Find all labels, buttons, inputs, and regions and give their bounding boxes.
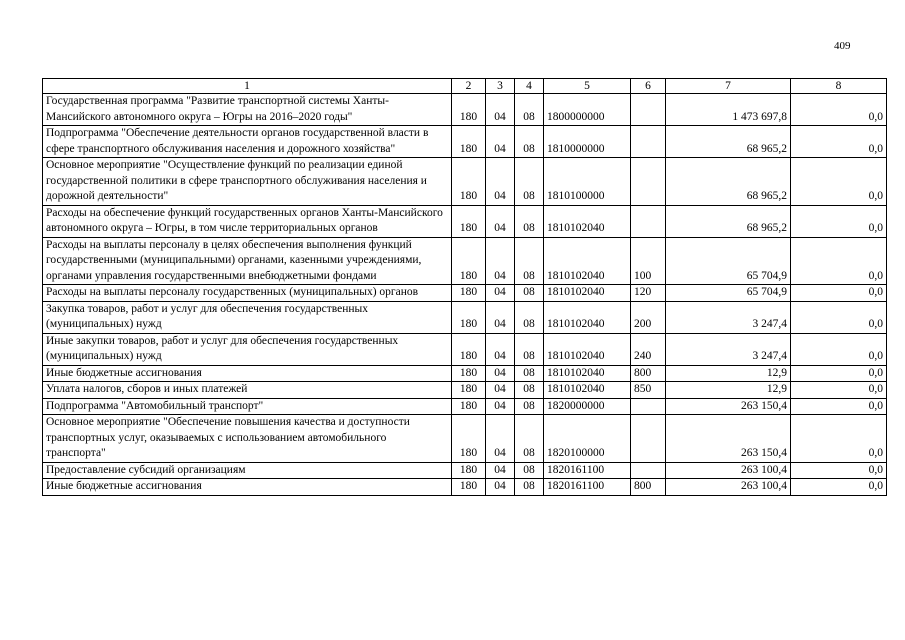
item-name-cell: Иные бюджетные ассигнования: [43, 365, 452, 382]
amount-cell: 65 704,9: [666, 285, 791, 302]
table-row: [43, 158, 887, 206]
column-8-cell: 0,0: [791, 158, 887, 206]
header-row: [43, 79, 887, 94]
expense-type-cell: 800: [631, 479, 666, 496]
column-4-cell: 08: [515, 462, 544, 479]
target-code-cell: 1810102040: [544, 237, 631, 285]
item-name-cell: Основное мероприятие "Осуществление функций по реализации единой государственной политики в сфере транспортного обслуживания населения и дорожной деятельности": [43, 158, 452, 206]
header-cell: 2: [452, 79, 486, 94]
item-name-cell: Предоставление субсидий организациям: [43, 462, 452, 479]
column-2-cell: 180: [452, 285, 486, 302]
column-2-cell: 180: [452, 462, 486, 479]
column-8-cell: 0,0: [791, 94, 887, 126]
target-code-cell: 1810102040: [544, 333, 631, 365]
column-2-cell: 180: [452, 237, 486, 285]
column-8-cell: 0,0: [791, 365, 887, 382]
column-2-cell: 180: [452, 333, 486, 365]
header-cell: 6: [631, 79, 666, 94]
column-4-cell: 08: [515, 479, 544, 496]
amount-cell: 68 965,2: [666, 205, 791, 237]
column-3-cell: 04: [486, 205, 515, 237]
expense-type-cell: 850: [631, 382, 666, 399]
column-3-cell: 04: [486, 94, 515, 126]
table-row: [43, 415, 887, 463]
column-8-cell: 0,0: [791, 415, 887, 463]
column-4-cell: 08: [515, 333, 544, 365]
column-3-cell: 04: [486, 285, 515, 302]
table-row: [43, 365, 887, 382]
amount-cell: 12,9: [666, 382, 791, 399]
table-row: [43, 462, 887, 479]
column-4-cell: 08: [515, 365, 544, 382]
column-3-cell: 04: [486, 333, 515, 365]
header-cell: 7: [666, 79, 791, 94]
item-name-cell: Иные закупки товаров, работ и услуг для обеспечения государственных (муниципальных) нужд: [43, 333, 452, 365]
target-code-cell: 1820100000: [544, 415, 631, 463]
amount-cell: 68 965,2: [666, 158, 791, 206]
column-8-cell: 0,0: [791, 382, 887, 399]
page-number: 409: [834, 40, 851, 52]
target-code-cell: 1810102040: [544, 365, 631, 382]
expense-type-cell: 100: [631, 237, 666, 285]
column-2-cell: 180: [452, 205, 486, 237]
amount-cell: 68 965,2: [666, 126, 791, 158]
expense-type-cell: [631, 398, 666, 415]
item-name-cell: Расходы на обеспечение функций государственных органов Ханты-Мансийского автономного округа – Югры, в том числе территориальных органов: [43, 205, 452, 237]
column-3-cell: 04: [486, 237, 515, 285]
column-4-cell: 08: [515, 285, 544, 302]
column-8-cell: 0,0: [791, 333, 887, 365]
table-row: [43, 301, 887, 333]
item-name-cell: Расходы на выплаты персоналу государственных (муниципальных) органов: [43, 285, 452, 302]
column-3-cell: 04: [486, 365, 515, 382]
amount-cell: 12,9: [666, 365, 791, 382]
target-code-cell: 1800000000: [544, 94, 631, 126]
table-row: [43, 285, 887, 302]
amount-cell: 65 704,9: [666, 237, 791, 285]
expense-type-cell: 120: [631, 285, 666, 302]
column-8-cell: 0,0: [791, 479, 887, 496]
budget-table: [42, 78, 887, 496]
table-row: [43, 382, 887, 399]
header-cell: 5: [544, 79, 631, 94]
column-3-cell: 04: [486, 479, 515, 496]
column-8-cell: 0,0: [791, 237, 887, 285]
target-code-cell: 1810000000: [544, 126, 631, 158]
header-cell: 4: [515, 79, 544, 94]
amount-cell: 263 150,4: [666, 415, 791, 463]
column-3-cell: 04: [486, 158, 515, 206]
column-3-cell: 04: [486, 462, 515, 479]
column-2-cell: 180: [452, 301, 486, 333]
target-code-cell: 1810102040: [544, 205, 631, 237]
item-name-cell: Расходы на выплаты персоналу в целях обеспечения выполнения функций государственными (муниципальными) органами, казенными учреждениями, органами управления государственными внебюджетными фондами: [43, 237, 452, 285]
column-8-cell: 0,0: [791, 126, 887, 158]
header-cell: 1: [43, 79, 452, 94]
table-row: [43, 479, 887, 496]
item-name-cell: Уплата налогов, сборов и иных платежей: [43, 382, 452, 399]
item-name-cell: Закупка товаров, работ и услуг для обеспечения государственных (муниципальных) нужд: [43, 301, 452, 333]
header-cell: 8: [791, 79, 887, 94]
expense-type-cell: [631, 205, 666, 237]
amount-cell: 1 473 697,8: [666, 94, 791, 126]
expense-type-cell: 200: [631, 301, 666, 333]
column-3-cell: 04: [486, 126, 515, 158]
column-2-cell: 180: [452, 415, 486, 463]
table-row: [43, 94, 887, 126]
column-3-cell: 04: [486, 382, 515, 399]
column-4-cell: 08: [515, 205, 544, 237]
column-2-cell: 180: [452, 398, 486, 415]
table-row: [43, 398, 887, 415]
item-name-cell: Основное мероприятие "Обеспечение повышения качества и доступности транспортных услуг, оказываемых с использованием автомобильного транспорта": [43, 415, 452, 463]
expense-type-cell: [631, 126, 666, 158]
item-name-cell: Государственная программа "Развитие транспортной системы Ханты-Мансийского автономного округа – Югры на 2016–2020 годы": [43, 94, 452, 126]
column-2-cell: 180: [452, 479, 486, 496]
amount-cell: 263 100,4: [666, 479, 791, 496]
target-code-cell: 1820161100: [544, 479, 631, 496]
column-2-cell: 180: [452, 94, 486, 126]
item-name-cell: Иные бюджетные ассигнования: [43, 479, 452, 496]
table-row: [43, 333, 887, 365]
column-4-cell: 08: [515, 94, 544, 126]
column-8-cell: 0,0: [791, 301, 887, 333]
column-2-cell: 180: [452, 158, 486, 206]
item-name-cell: Подпрограмма "Обеспечение деятельности органов государственной власти в сфере транспортного обслуживания населения и дорожного хозяйства": [43, 126, 452, 158]
column-4-cell: 08: [515, 237, 544, 285]
target-code-cell: 1810102040: [544, 285, 631, 302]
table-row: [43, 237, 887, 285]
column-2-cell: 180: [452, 382, 486, 399]
column-2-cell: 180: [452, 126, 486, 158]
amount-cell: 263 100,4: [666, 462, 791, 479]
column-2-cell: 180: [452, 365, 486, 382]
amount-cell: 3 247,4: [666, 333, 791, 365]
target-code-cell: 1810100000: [544, 158, 631, 206]
expense-type-cell: [631, 415, 666, 463]
column-8-cell: 0,0: [791, 205, 887, 237]
table-row: [43, 205, 887, 237]
amount-cell: 3 247,4: [666, 301, 791, 333]
target-code-cell: 1810102040: [544, 301, 631, 333]
column-4-cell: 08: [515, 415, 544, 463]
amount-cell: 263 150,4: [666, 398, 791, 415]
expense-type-cell: [631, 462, 666, 479]
target-code-cell: 1820000000: [544, 398, 631, 415]
expense-type-cell: [631, 158, 666, 206]
target-code-cell: 1810102040: [544, 382, 631, 399]
item-name-cell: Подпрограмма "Автомобильный транспорт": [43, 398, 452, 415]
expense-type-cell: [631, 94, 666, 126]
table-row: [43, 126, 887, 158]
column-8-cell: 0,0: [791, 398, 887, 415]
column-4-cell: 08: [515, 126, 544, 158]
column-3-cell: 04: [486, 301, 515, 333]
column-4-cell: 08: [515, 382, 544, 399]
column-4-cell: 08: [515, 301, 544, 333]
target-code-cell: 1820161100: [544, 462, 631, 479]
column-3-cell: 04: [486, 415, 515, 463]
column-3-cell: 04: [486, 398, 515, 415]
column-8-cell: 0,0: [791, 285, 887, 302]
column-8-cell: 0,0: [791, 462, 887, 479]
column-4-cell: 08: [515, 398, 544, 415]
column-4-cell: 08: [515, 158, 544, 206]
expense-type-cell: 240: [631, 333, 666, 365]
header-cell: 3: [486, 79, 515, 94]
expense-type-cell: 800: [631, 365, 666, 382]
